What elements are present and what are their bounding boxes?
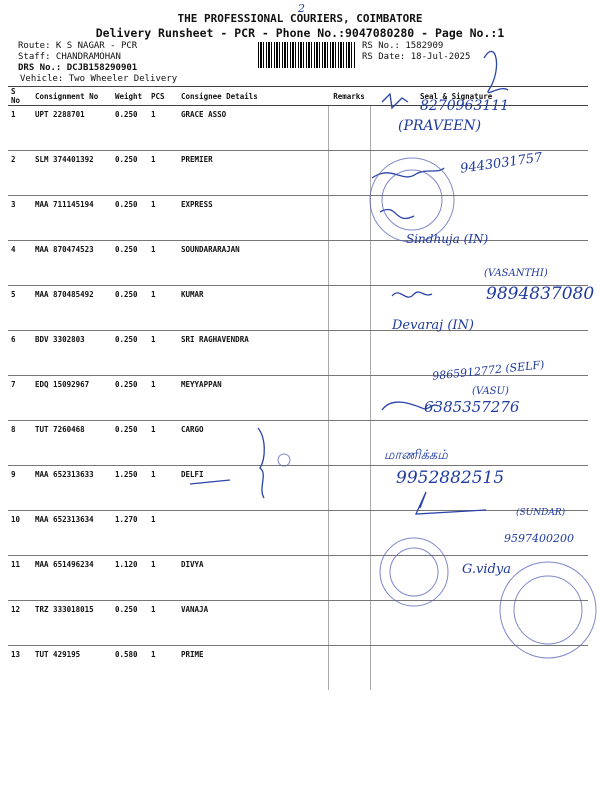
row-weight: 0.250 [112,376,148,421]
seal-stamp [370,158,454,242]
row-consignment: MAA 711145194 [32,196,112,241]
col-remarks: Remarks [328,87,370,106]
row-weight: 0.250 [112,196,148,241]
row-consignee: PREMIER [178,151,328,196]
bracket-stroke [258,428,264,498]
row-sno: 13 [11,650,21,659]
row-weight: 0.250 [112,241,148,286]
row-consignment: MAA 651496234 [32,556,112,601]
seal-stamp [514,576,582,644]
handwriting-phone-10: 9952882515 [396,468,505,488]
row-pcs: 1 [148,331,178,376]
rs-number: RS No.: 1582909 [362,41,444,51]
row-sno: 4 [8,241,32,286]
row-weight: 0.250 [112,601,148,646]
row-pcs: 1 [148,376,178,421]
row-consignee: KUMAR [178,286,328,331]
row-sno: 9 [8,466,32,511]
row-consignment: TRZ 333018015 [32,601,112,646]
row-weight: 1.270 [112,511,148,556]
handwriting-name-5: (VASANTHI) [484,268,548,279]
row-consignment: TUT 7260468 [32,421,112,466]
row-consignee: SRI RAGHAVENDRA [178,331,328,376]
runsheet-subtitle: Delivery Runsheet - PCR - Phone No.:9047080280 - Page No.:1 [95,26,505,40]
handwriting-name-1: (PRAVEEN) [398,118,482,134]
row-weight: 0.580 [115,650,138,659]
row-pcs: 1 [148,466,178,511]
row-consignment: EDQ 15092967 [32,376,112,421]
row-weight: 0.250 [112,286,148,331]
handwriting-name-6: Devaraj (IN) [392,318,474,333]
row-consignee: GRACE ASSO [178,106,328,151]
handwriting-name-4: Sindhuja (IN) [406,232,489,246]
signature-stroke [392,292,432,297]
row-sno: 7 [8,376,32,421]
row-pcs: 1 [148,106,178,151]
row-consignee: PRIME [181,650,204,659]
row-weight: 1.120 [112,556,148,601]
handwriting-name-9: மாணிக்கம் [384,448,448,463]
row-pcs: 1 [151,650,156,659]
row-consignment: TUT 429195 [35,650,81,659]
row-pcs: 1 [148,601,178,646]
row-pcs: 1 [148,556,178,601]
col-signature: Seal & Signature [370,87,588,106]
col-consignment: Consignment No [32,87,112,106]
handwriting-name-8: (VASU) [472,386,509,397]
vehicle-label: Vehicle: Two Wheeler Delivery [20,74,178,84]
row-pcs: 1 [148,511,178,556]
col-sno: S No [8,87,32,106]
row-sno: 10 [8,511,32,556]
row-weight: 0.250 [112,151,148,196]
row-consignee: SOUNDARARAJAN [178,241,328,286]
row-pcs: 1 [148,286,178,331]
handwriting-phone-1: 8270963111 [420,98,510,114]
signature-stroke [416,492,486,514]
seal-stamp [390,548,438,596]
row-consignment: MAA 652313633 [32,466,112,511]
row-sno: 5 [8,286,32,331]
row-sno: 2 [8,151,32,196]
row-weight: 0.250 [112,106,148,151]
row-pcs: 1 [148,241,178,286]
row-consignee: CARGO [178,421,328,466]
handwriting-phone-11: 9597400200 [504,532,574,545]
staff-label: Staff: CHANDRAMOHAN [18,52,121,62]
row-consignment: SLM 374401392 [32,151,112,196]
row-sno: 12 [8,601,32,646]
handwriting-name-11: (SUNDAR) [516,508,566,518]
rs-date: RS Date: 18-Jul-2025 [362,52,471,62]
row-consignee: DIVYA [178,556,328,601]
row-consignment: MAA 870485492 [32,286,112,331]
col-weight: Weight [112,87,148,106]
row-consignment: MAA 870474523 [32,241,112,286]
row-consignment: BDV 3302803 [32,331,112,376]
row-sno: 6 [8,331,32,376]
signature-stroke [382,94,408,108]
handwritten-page-mark: 2 [298,2,305,15]
row-sno: 3 [8,196,32,241]
handwriting-phone-7: 9865912772 (SELF) [431,358,545,383]
drs-number: DRS No.: DCJB158290901 [18,63,138,73]
row-sno: 11 [8,556,32,601]
row-consignee: MEYYAPPAN [178,376,328,421]
handwriting-phone-2: 9443031757 [459,150,544,177]
signature-stroke [484,51,508,92]
row-consignee: DELFI [178,466,328,511]
handwriting-phone-8: 6385357276 [424,398,520,416]
row-consignee: EXPRESS [178,196,328,241]
row-pcs: 1 [148,196,178,241]
row-sno: 8 [8,421,32,466]
seal-stamp [278,454,290,466]
row-consignment: MAA 652313634 [32,511,112,556]
row-weight: 1.250 [112,466,148,511]
row-weight: 0.250 [112,331,148,376]
col-pcs: PCS [148,87,178,106]
handwriting-name-12: G.vidya [462,562,511,577]
bracket-stroke [190,480,230,484]
col-consignee: Consignee Details [178,87,328,106]
row-pcs: 1 [148,151,178,196]
seal-stamp [382,170,442,230]
row-pcs: 1 [148,421,178,466]
row-consignment: UPT 2288701 [32,106,112,151]
row-weight: 0.250 [112,421,148,466]
row-consignee: VANAJA [178,601,328,646]
row-sno: 1 [8,106,32,151]
handwriting-phone-5: 9894837080 [486,284,595,304]
route-label: Route: K S NAGAR - PCR [18,41,138,51]
company-title: THE PROFESSIONAL COURIERS, COIMBATORE [177,12,423,25]
